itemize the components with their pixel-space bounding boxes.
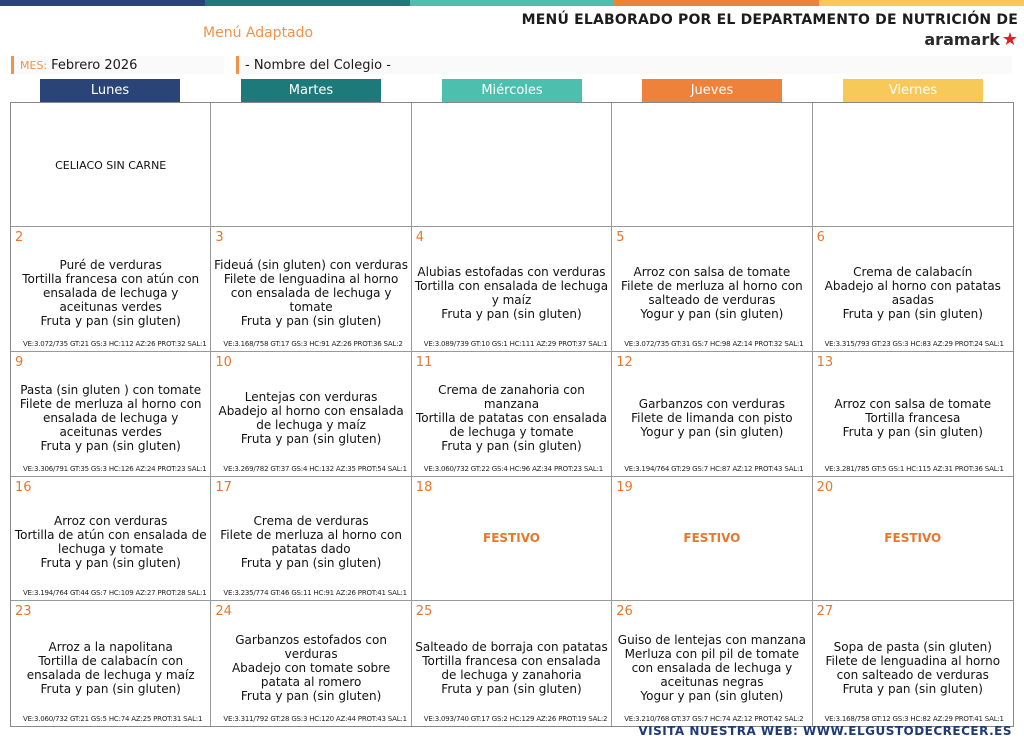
- month-label: MES:: [20, 58, 48, 72]
- holiday-label: FESTIVO: [683, 531, 741, 546]
- dish-item: Arroz con salsa de tomate: [633, 264, 791, 279]
- calendar-day-cell: [813, 601, 1013, 726]
- dish-item: Fruta y pan (sin gluten): [40, 556, 181, 571]
- logo-text: aramark: [924, 30, 1000, 49]
- dish-item: Sopa de pasta (sin gluten): [833, 639, 992, 654]
- day-number: 20: [816, 479, 834, 495]
- dish-list: [815, 374, 1011, 462]
- dish-item: Filete de limanda con pisto: [631, 410, 793, 425]
- nutrition-info: VE:3.306/791 GT:35 GS:3 HC:126 AZ:24 PROT:23 SAL:1: [23, 464, 207, 473]
- calendar-day-cell: [612, 227, 812, 352]
- dish-list: [815, 249, 1011, 337]
- day-number: 4: [415, 230, 425, 245]
- nutrition-info: VE:3.194/764 GT:29 GS:7 HC:87 AZ:12 PROT:43 SAL:1: [624, 464, 804, 473]
- calendar-day-cell: [813, 352, 1013, 477]
- dish-item: Garbanzos con verduras: [638, 396, 785, 411]
- month-field: [11, 56, 224, 74]
- day-number: 18: [415, 479, 433, 495]
- dish-item: Arroz a la napolitana: [48, 639, 173, 654]
- menu-subtitle: Menú Adaptado: [203, 25, 314, 41]
- dish-list: [213, 623, 408, 712]
- nutrition-info: VE:3.093/740 GT:17 GS:2 HC:129 AZ:26 PROT:19 SAL:2: [423, 715, 608, 723]
- dish-item: Fruta y pan (sin gluten): [441, 681, 582, 696]
- calendar-day-cell: [211, 601, 411, 726]
- nutrition-info: VE:3.089/739 GT:10 GS:1 HC:111 AZ:29 PROT:37 SAL:1: [423, 339, 608, 348]
- dish-item: Tortilla francesa: [865, 410, 961, 425]
- day-number: 23: [15, 604, 32, 620]
- calendar-day-cell: [211, 352, 411, 477]
- dish-list: [13, 374, 208, 462]
- day-number: 17: [215, 479, 232, 495]
- day-number: 27: [816, 604, 834, 620]
- day-number: 19: [616, 479, 633, 495]
- dish-list: [614, 249, 809, 337]
- nutrition-info: VE:3.315/793 GT:23 GS:3 HC:83 AZ:29 PROT:24 SAL:1: [824, 339, 1004, 348]
- calendar-cell-header-martes: [211, 103, 411, 227]
- calendar-cell-header-viernes: [813, 103, 1013, 227]
- dish-item: Fruta y pan (sin gluten): [842, 424, 983, 439]
- day-header-lunes: Lunes: [40, 79, 180, 102]
- dish-list: [815, 623, 1011, 712]
- calendar-day-cell: [412, 601, 612, 726]
- day-number: 6: [816, 230, 825, 245]
- dish-item: Fruta y pan (sin gluten): [240, 688, 382, 703]
- website-footer: VISITA NUESTRA WEB: WWW.ELGUSTODECRECER.ES: [638, 724, 1012, 738]
- nutrition-info: VE:3.311/792 GT:28 GS:3 HC:120 AZ:44 PROT:43 SAL:1: [223, 715, 407, 723]
- dish-item: Fruta y pan (sin gluten): [842, 306, 983, 321]
- day-number: 13: [816, 354, 834, 370]
- dish-item: Fruta y pan (sin gluten): [40, 438, 181, 453]
- nutrition-info: VE:3.269/782 GT:37 GS:4 HC:132 AZ:35 PROT:54 SAL:1: [223, 464, 407, 473]
- dish-item: Abadejo con tomate sobre patata al romero: [231, 660, 391, 689]
- dish-item: Alubias estofadas con verduras: [417, 264, 606, 279]
- dish-list: [13, 499, 208, 587]
- dish-list: [213, 499, 408, 587]
- day-header-jueves: Jueves: [642, 79, 782, 102]
- calendar-day-cell: [211, 227, 411, 352]
- dish-list: [213, 249, 408, 337]
- day-number: 10: [215, 354, 232, 370]
- nutrition-info: VE:3.060/732 GT:22 GS:4 HC:96 AZ:34 PROT:23 SAL:1: [423, 464, 604, 473]
- menu-calendar-grid: [10, 102, 1014, 727]
- dish-item: Fideuá (sin gluten) con verduras: [214, 257, 409, 272]
- dish-list: [614, 374, 809, 462]
- nutrition-info: VE:3.060/732 GT:21 GS:5 HC:74 AZ:25 PROT:31 SAL:1: [23, 715, 203, 723]
- day-header-viernes: Viernes: [843, 79, 983, 102]
- dish-item: Yogur y pan (sin gluten): [640, 688, 784, 703]
- dish-item: Fruta y pan (sin gluten): [40, 313, 181, 328]
- dish-item: Salteado de borraja con patatas: [415, 639, 608, 654]
- calendar-day-cell: [11, 352, 211, 477]
- calendar-day-cell: [813, 477, 1013, 602]
- dish-item: Filete de lenguadina al horno con salteado de verduras: [825, 653, 1001, 682]
- dish-item: Lentejas con verduras: [244, 389, 378, 404]
- dish-list: [414, 249, 609, 337]
- day-number: 5: [616, 230, 625, 245]
- day-number: 2: [15, 230, 24, 245]
- dish-item: Abadejo al horno con ensalada de lechuga y maíz: [218, 403, 404, 432]
- calendar-cell-header-jueves: [612, 103, 812, 227]
- nutrition-info: VE:3.235/774 GT:46 GS:11 HC:91 AZ:26 PROT:41 SAL:1: [223, 589, 407, 598]
- dish-item: Crema de zanahoria con manzana: [438, 382, 585, 411]
- month-value: Febrero 2026: [51, 57, 138, 73]
- dish-list: [614, 623, 809, 712]
- aramark-logo: [924, 30, 1018, 49]
- calendar-cell-header-miercoles: [412, 103, 612, 227]
- calendar-day-cell: [612, 601, 812, 726]
- dish-list: [414, 623, 609, 712]
- dish-item: Fruta y pan (sin gluten): [441, 306, 582, 321]
- nutrition-info: VE:3.194/764 GT:44 GS:7 HC:109 AZ:27 PROT:28 SAL:1: [23, 589, 207, 598]
- dish-item: Fruta y pan (sin gluten): [240, 431, 382, 446]
- dish-item: Fruta y pan (sin gluten): [842, 681, 983, 696]
- dish-item: Crema de calabacín: [853, 264, 973, 279]
- dish-item: Fruta y pan (sin gluten): [240, 313, 382, 328]
- dish-item: Garbanzos estofados con verduras: [235, 632, 387, 661]
- dish-list: [13, 623, 208, 712]
- nutrition-info: VE:3.281/785 GT:5 GS:1 HC:115 AZ:31 PROT:36 SAL:1: [824, 464, 1004, 473]
- dish-list: [414, 374, 609, 462]
- calendar-day-cell: [813, 227, 1013, 352]
- day-number: 16: [15, 479, 32, 495]
- dish-item: Crema de verduras: [253, 514, 369, 529]
- dish-item: Abadejo al horno con patatas asadas: [824, 278, 1001, 307]
- dish-item: Arroz con verduras: [54, 514, 168, 529]
- day-number: 24: [215, 604, 232, 620]
- nutrition-info: VE:3.210/768 GT:37 GS:7 HC:74 AZ:12 PROT:42 SAL:2: [624, 715, 804, 723]
- dish-item: Tortilla de calabacín con ensalada de lechuga y maíz: [26, 653, 195, 682]
- dish-item: Fruta y pan (sin gluten): [240, 556, 382, 571]
- day-number: 25: [415, 604, 433, 620]
- dish-list: [213, 374, 408, 462]
- dish-item: Yogur y pan (sin gluten): [640, 424, 784, 439]
- day-number: 12: [616, 354, 633, 370]
- calendar-day-cell: [211, 477, 411, 602]
- day-number: 26: [616, 604, 633, 620]
- dish-item: Tortilla con ensalada de lechuga y maíz: [414, 278, 609, 307]
- dish-item: Guiso de lentejas con manzana: [617, 632, 807, 647]
- day-number: 3: [215, 230, 224, 245]
- dish-item: Merluza con pil pil de tomate con ensalada de lechuga y aceitunas negras: [624, 646, 800, 689]
- calendar-day-cell: [11, 227, 211, 352]
- dish-item: Filete de merluza al horno con patatas dado: [220, 528, 402, 557]
- calendar-day-cell: [612, 477, 812, 602]
- dish-item: Tortilla francesa con ensalada de lechuga y zanahoria: [422, 653, 601, 682]
- calendar-day-cell: [11, 601, 211, 726]
- dish-item: Filete de merluza al horno con ensalada de lechuga y aceitunas verdes: [19, 396, 202, 439]
- dish-item: Yogur y pan (sin gluten): [640, 306, 784, 321]
- department-title: MENÚ ELABORADO POR EL DEPARTAMENTO DE NUTRICIÓN DE: [521, 12, 1018, 28]
- logo-star-icon: ★: [1001, 28, 1018, 50]
- calendar-day-cell: [412, 227, 612, 352]
- top-color-bar: [0, 0, 1024, 6]
- nutrition-info: VE:3.168/758 GT:12 GS:3 HC:82 AZ:29 PROT:41 SAL:1: [824, 715, 1004, 723]
- calendar-day-cell: [11, 477, 211, 602]
- calendar-day-cell: [412, 477, 612, 602]
- dish-item: Tortilla francesa con atún con ensalada de lechuga y aceitunas verdes: [22, 271, 200, 314]
- nutrition-info: VE:3.168/758 GT:17 GS:3 HC:91 AZ:26 PROT:36 SAL:2: [223, 339, 403, 348]
- school-name: - Nombre del Colegio -: [245, 57, 391, 73]
- holiday-label: FESTIVO: [884, 531, 942, 546]
- day-number: 9: [15, 354, 24, 370]
- nutrition-info: VE:3.072/735 GT:31 GS:7 HC:98 AZ:14 PROT:32 SAL:1: [624, 339, 804, 348]
- dish-item: Fruta y pan (sin gluten): [40, 681, 181, 696]
- diet-label: CELIACO SIN CARNE: [55, 159, 167, 172]
- day-number: 11: [415, 354, 433, 370]
- calendar-day-cell: [612, 352, 812, 477]
- dish-item: Tortilla de patatas con ensalada de lechuga y tomate: [415, 410, 607, 439]
- dish-item: Pasta (sin gluten ) con tomate: [20, 382, 202, 397]
- nutrition-info: VE:3.072/735 GT:21 GS:3 HC:112 AZ:26 PROT:32 SAL:1: [23, 339, 207, 348]
- dish-list: [13, 249, 208, 337]
- calendar-day-cell: [412, 352, 612, 477]
- dish-item: Filete de merluza al horno con salteado de verduras: [621, 278, 803, 307]
- dish-item: Puré de verduras: [59, 257, 162, 272]
- school-field: [236, 56, 1012, 74]
- dish-item: Filete de lenguadina al horno con ensalada de lechuga y tomate: [223, 271, 399, 314]
- dish-item: Fruta y pan (sin gluten): [441, 438, 582, 453]
- calendar-cell-header-lunes: [11, 103, 211, 227]
- dish-item: Arroz con salsa de tomate: [834, 396, 992, 411]
- day-header-martes: Martes: [241, 79, 381, 102]
- holiday-label: FESTIVO: [483, 531, 540, 546]
- day-header-miercoles: Miércoles: [442, 79, 582, 102]
- dish-item: Tortilla de atún con ensalada de lechuga y tomate: [14, 528, 207, 557]
